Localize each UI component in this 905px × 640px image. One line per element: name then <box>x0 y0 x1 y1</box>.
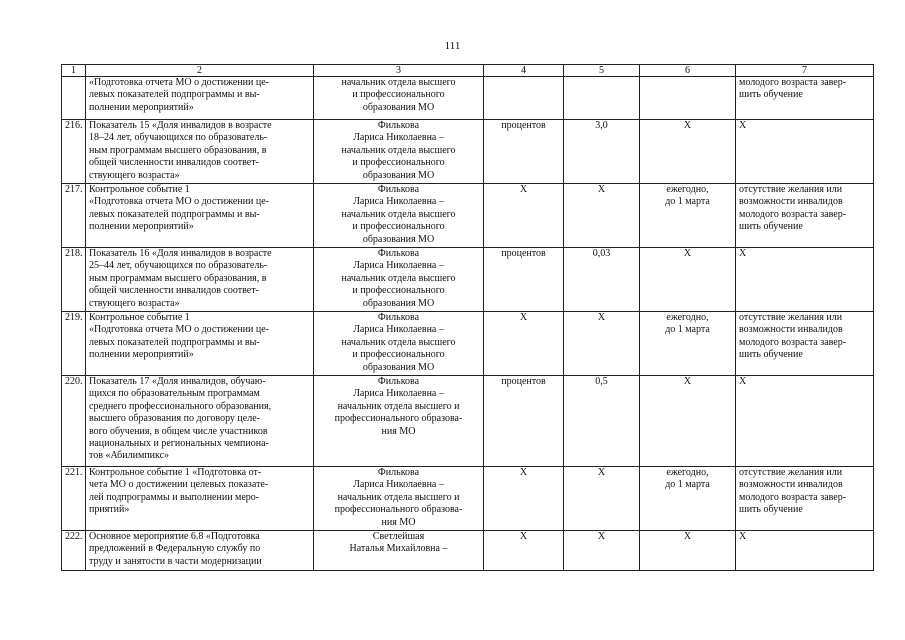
row-number-cell: 222. <box>62 531 86 571</box>
indicator-name-line: общей численности инвалидов соответ- <box>89 157 259 169</box>
deadline-line: Х <box>683 120 692 131</box>
risk-note-line: возможности инвалидов <box>739 479 843 491</box>
responsible-person-line: Наталья Михайловна – <box>349 543 448 555</box>
risk-note-line: шить обучение <box>739 504 803 516</box>
target-value-cell: Х <box>564 312 640 376</box>
risk-note-line: молодого возраста завер- <box>739 491 847 503</box>
deadline-cell <box>640 531 736 571</box>
risk-note-line: молодого возраста завер- <box>739 208 847 220</box>
responsible-person-line: образования МО <box>362 361 435 373</box>
column-header: 6 <box>640 65 736 77</box>
risk-note-cell <box>736 77 874 120</box>
indicator-name-line: высшего образования по договору целе- <box>89 413 260 425</box>
indicator-name-line: среднего профессионального образования, <box>89 400 272 412</box>
responsible-person-line: начальник отдела высшего <box>341 336 456 348</box>
deadline-line: до 1 марта <box>665 324 710 336</box>
deadline-cell <box>640 120 736 184</box>
unit-of-measure-cell: Х <box>484 531 564 571</box>
indicator-name-line: приятий» <box>89 504 130 516</box>
target-value-cell: 3,0 <box>564 120 640 184</box>
responsible-person-line: образования МО <box>362 297 435 309</box>
table-row <box>62 467 874 531</box>
indicator-name-cell <box>86 467 314 531</box>
responsible-person-line: образования МО <box>362 101 435 113</box>
indicator-name-line: труду и занятости в части модернизации <box>89 555 262 567</box>
indicator-name-cell <box>86 184 314 248</box>
responsible-person-line: профессионального образова- <box>334 504 463 516</box>
table-row <box>62 531 874 571</box>
responsible-person-line: начальник отдела высшего <box>341 77 456 88</box>
table-body <box>62 77 874 571</box>
unit-of-measure-cell: процентов <box>484 376 564 467</box>
deadline-cell <box>640 312 736 376</box>
responsible-person-cell <box>314 248 484 312</box>
target-value-cell: Х <box>564 531 640 571</box>
indicator-name-line: 25–44 лет, обучающихся по образователь- <box>89 260 268 272</box>
column-header: 1 <box>62 65 86 77</box>
table-row <box>62 312 874 376</box>
unit-of-measure-cell: Х <box>484 467 564 531</box>
deadline-line: Х <box>683 248 692 259</box>
risk-note-line: возможности инвалидов <box>739 196 843 208</box>
indicator-name-line: ным программам высшего образования, в <box>89 272 267 284</box>
deadline-line: ежегодно, <box>666 312 709 323</box>
indicator-name-line: чета МО о достижении целевых показате- <box>89 479 269 491</box>
risk-note-cell <box>736 312 874 376</box>
responsible-person-cell <box>314 77 484 120</box>
responsible-person-line: Лариса Николаевна – <box>353 388 444 400</box>
responsible-person-cell <box>314 184 484 248</box>
responsible-person-line: Филькова <box>377 120 420 131</box>
responsible-person-line: Лариса Николаевна – <box>353 196 444 208</box>
responsible-person-cell <box>314 467 484 531</box>
deadline-line: Х <box>683 376 692 387</box>
indicator-name-line: полнении мероприятий» <box>89 101 194 113</box>
column-header: 4 <box>484 65 564 77</box>
indicator-name-cell <box>86 120 314 184</box>
row-number-cell <box>62 77 86 120</box>
column-number-row <box>62 65 874 77</box>
risk-note-line: Х <box>739 120 747 131</box>
indicator-name-line: Показатель 17 «Доля инвалидов, обучаю- <box>89 376 266 387</box>
deadline-cell <box>640 248 736 312</box>
indicator-name-line: Контрольное событие 1 <box>89 312 190 323</box>
row-number-cell: 217. <box>62 184 86 248</box>
target-value-cell <box>564 77 640 120</box>
target-value-cell: Х <box>564 184 640 248</box>
target-value-cell: 0,5 <box>564 376 640 467</box>
indicator-name-cell <box>86 77 314 120</box>
indicator-name-line: лей подпрограммы и выполнении меро- <box>89 491 260 503</box>
deadline-cell <box>640 376 736 467</box>
table-row <box>62 184 874 248</box>
table-row <box>62 248 874 312</box>
responsible-person-line: начальник отдела высшего <box>341 272 456 284</box>
row-number-cell: 218. <box>62 248 86 312</box>
responsible-person-line: Филькова <box>377 376 420 387</box>
responsible-person-line: начальник отдела высшего и <box>337 491 460 503</box>
row-number-cell: 221. <box>62 467 86 531</box>
risk-note-cell <box>736 467 874 531</box>
risk-note-cell <box>736 120 874 184</box>
unit-of-measure-cell <box>484 77 564 120</box>
row-number-cell: 219. <box>62 312 86 376</box>
indicator-name-line: предложений в Федеральную службу по <box>89 543 261 555</box>
responsible-person-line: и профессионального <box>352 349 445 361</box>
responsible-person-line: образования МО <box>362 233 435 245</box>
indicator-name-cell <box>86 531 314 571</box>
target-value-cell: Х <box>564 467 640 531</box>
responsible-person-cell <box>314 312 484 376</box>
indicator-name-line: национальных и региональных чемпиона- <box>89 438 269 450</box>
indicator-name-line: Контрольное событие 1 «Подготовка от- <box>89 467 262 478</box>
column-header: 5 <box>564 65 640 77</box>
responsible-person-line: и профессионального <box>352 89 445 101</box>
responsible-person-line: ния МО <box>381 425 416 437</box>
responsible-person-line: Светлейшая <box>372 531 425 542</box>
indicator-name-line: щихся по образовательным программам <box>89 388 260 400</box>
risk-note-line: отсутствие желания или <box>739 467 843 478</box>
deadline-line: ежегодно, <box>666 184 709 195</box>
responsible-person-cell <box>314 531 484 571</box>
responsible-person-line: начальник отдела высшего <box>341 208 456 220</box>
indicators-table <box>61 64 874 571</box>
target-value-cell: 0,03 <box>564 248 640 312</box>
risk-note-line: молодого возраста завер- <box>739 77 847 88</box>
deadline-cell <box>640 77 736 120</box>
risk-note-line: шить обучение <box>739 349 803 361</box>
responsible-person-line: и профессионального <box>352 285 445 297</box>
risk-note-line: отсутствие желания или <box>739 184 843 195</box>
deadline-line: Х <box>683 531 692 542</box>
deadline-line: до 1 марта <box>665 196 710 208</box>
indicator-name-line: «Подготовка отчета МО о достижении це- <box>89 77 269 88</box>
indicator-name-line: Контрольное событие 1 <box>89 184 190 195</box>
indicator-name-line: левых показателей подпрограммы и вы- <box>89 336 260 348</box>
responsible-person-line: образования МО <box>362 169 435 181</box>
risk-note-cell <box>736 248 874 312</box>
deadline-line: ежегодно, <box>666 467 709 478</box>
unit-of-measure-cell: процентов <box>484 248 564 312</box>
indicator-name-line: общей численности инвалидов соответ- <box>89 285 259 297</box>
risk-note-line: молодого возраста завер- <box>739 336 847 348</box>
risk-note-line: Х <box>739 248 747 259</box>
row-number-cell: 220. <box>62 376 86 467</box>
risk-note-line: шить обучение <box>739 221 803 233</box>
column-header: 2 <box>86 65 314 77</box>
responsible-person-line: Филькова <box>377 184 420 195</box>
indicator-name-line: тов «Абилимпикс» <box>89 450 170 462</box>
responsible-person-line: Филькова <box>377 248 420 259</box>
indicator-name-line: полнении мероприятий» <box>89 221 194 233</box>
responsible-person-line: начальник отдела высшего <box>341 144 456 156</box>
responsible-person-line: и профессионального <box>352 157 445 169</box>
indicator-name-line: левых показателей подпрограммы и вы- <box>89 208 260 220</box>
indicator-name-line: ствующего возраста» <box>89 169 180 181</box>
indicator-name-line: Основное мероприятие 6.8 «Подготовка <box>89 531 260 542</box>
risk-note-cell <box>736 376 874 467</box>
indicator-name-line: ствующего возраста» <box>89 297 180 309</box>
responsible-person-cell <box>314 120 484 184</box>
responsible-person-line: начальник отдела высшего и <box>337 400 460 412</box>
table-row <box>62 376 874 467</box>
column-header: 7 <box>736 65 874 77</box>
indicator-name-cell <box>86 376 314 467</box>
responsible-person-cell <box>314 376 484 467</box>
risk-note-cell <box>736 184 874 248</box>
responsible-person-line: Лариса Николаевна – <box>353 260 444 272</box>
responsible-person-line: Лариса Николаевна – <box>353 324 444 336</box>
page-number: 111 <box>444 40 461 52</box>
responsible-person-line: Лариса Николаевна – <box>353 132 444 144</box>
responsible-person-line: Филькова <box>377 312 420 323</box>
risk-note-line: Х <box>739 376 747 387</box>
unit-of-measure-cell: Х <box>484 312 564 376</box>
responsible-person-line: и профессионального <box>352 221 445 233</box>
indicator-name-cell <box>86 312 314 376</box>
risk-note-line: Х <box>739 531 747 542</box>
deadline-cell <box>640 184 736 248</box>
risk-note-line: шить обучение <box>739 89 803 101</box>
indicator-name-line: 18–24 лет, обучающихся по образователь- <box>89 132 268 144</box>
indicator-name-cell <box>86 248 314 312</box>
table-row <box>62 120 874 184</box>
indicator-name-line: Показатель 15 «Доля инвалидов в возрасте <box>89 120 272 131</box>
row-number-cell: 216. <box>62 120 86 184</box>
responsible-person-line: ния МО <box>381 516 416 528</box>
table-row <box>62 77 874 120</box>
responsible-person-line: Лариса Николаевна – <box>353 479 444 491</box>
indicator-name-line: вого обучения, в общем числе участников <box>89 425 268 437</box>
deadline-line: до 1 марта <box>665 479 710 491</box>
indicator-name-line: «Подготовка отчета МО о достижении це- <box>89 196 269 208</box>
responsible-person-line: профессионального образова- <box>334 413 463 425</box>
unit-of-measure-cell: процентов <box>484 120 564 184</box>
indicator-name-line: Показатель 16 «Доля инвалидов в возрасте <box>89 248 272 259</box>
indicator-name-line: ным программам высшего образования, в <box>89 144 267 156</box>
responsible-person-line: Филькова <box>377 467 420 478</box>
column-header: 3 <box>314 65 484 77</box>
risk-note-line: возможности инвалидов <box>739 324 843 336</box>
risk-note-cell <box>736 531 874 571</box>
risk-note-line: отсутствие желания или <box>739 312 843 323</box>
unit-of-measure-cell: Х <box>484 184 564 248</box>
indicator-name-line: левых показателей подпрограммы и вы- <box>89 89 260 101</box>
deadline-cell <box>640 467 736 531</box>
indicator-name-line: полнении мероприятий» <box>89 349 194 361</box>
indicator-name-line: «Подготовка отчета МО о достижении це- <box>89 324 269 336</box>
